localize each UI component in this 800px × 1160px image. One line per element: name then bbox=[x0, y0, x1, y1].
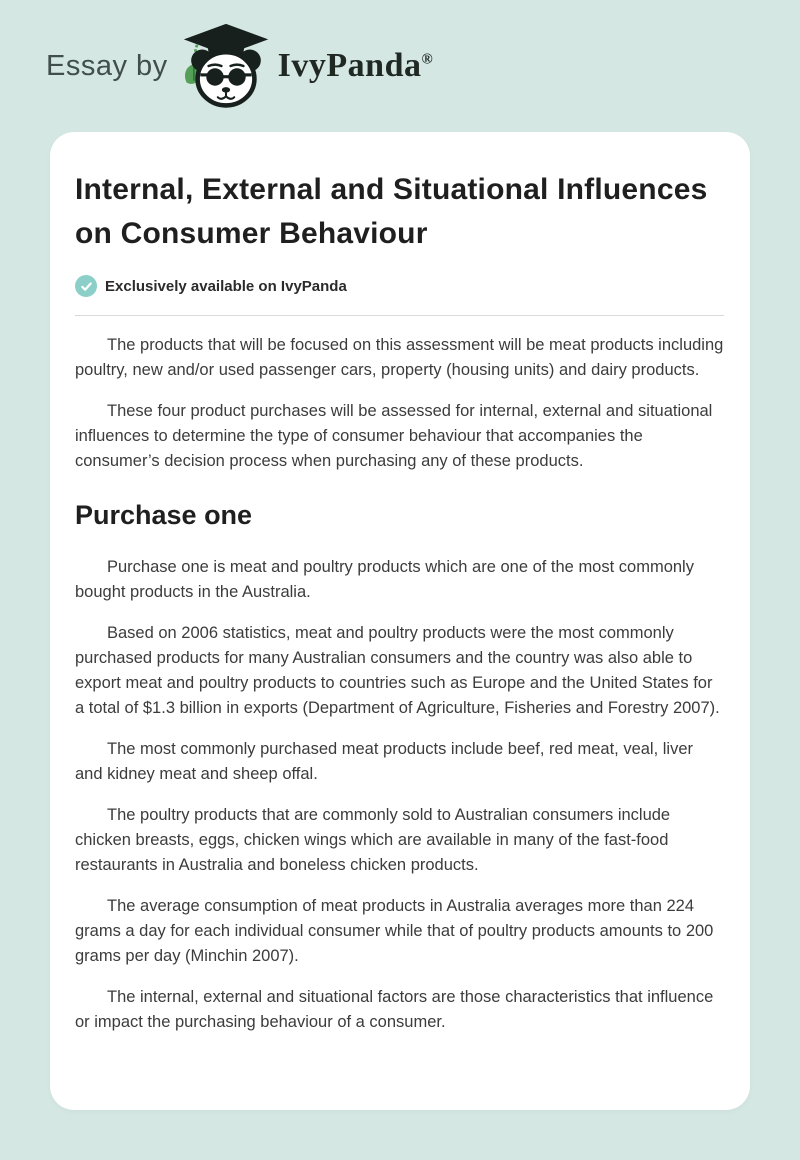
paragraph: Based on 2006 statistics, meat and poultry products were the most commonly purchased products for many Australian consumers and the country was also able to export meat and poultry products to countries such as Europe and the United States for a total of $1.3 billion in exports (Department of Agriculture, Fisheries and Forestry 2007). bbox=[75, 624, 720, 717]
essay-title: Internal, External and Situational Influences on Consumer Behaviour bbox=[75, 173, 708, 250]
paragraph: The average consumption of meat products in Australia averages more than 224 grams a day for each individual consumer while that of poultry products amounts to 200 grams per day (Minchin 2007). bbox=[75, 897, 714, 965]
availability-row bbox=[75, 275, 724, 297]
paragraph: The poultry products that are commonly sold to Australian consumers include chicken breasts, eggs, chicken wings which are available in many of the fast-food restaurants in Australia and boneless chicken products. bbox=[75, 806, 671, 874]
ivypanda-wordmark: IvyPanda® bbox=[277, 47, 434, 84]
site-header bbox=[0, 0, 800, 132]
check-icon bbox=[75, 275, 97, 297]
registered-trademark: ® bbox=[421, 51, 434, 68]
availability-label: Exclusively available on IvyPanda bbox=[105, 277, 347, 295]
paragraph: The most commonly purchased meat products include beef, red meat, veal, liver and kidney meat and sheep offal. bbox=[75, 740, 694, 783]
panda-graduate-icon bbox=[180, 22, 272, 110]
paragraph: These four product purchases will be assessed for internal, external and situational influences to determine the type of consumer behaviour that accompanies the consumer’s decision process when purchasing any of these products. bbox=[75, 402, 713, 470]
essay-body bbox=[75, 333, 724, 1035]
essay-card bbox=[50, 132, 750, 1110]
essay-by-label: Essay by bbox=[46, 49, 168, 82]
paragraph: The internal, external and situational factors are those characteristics that influence or impact the purchasing behaviour of a consumer. bbox=[75, 988, 714, 1031]
paragraph: The products that will be focused on this assessment will be meat products including poultry, new and/or used passenger cars, property (housing units) and dairy products. bbox=[75, 336, 724, 379]
section-heading: Purchase one bbox=[75, 500, 253, 530]
paragraph: Purchase one is meat and poultry products which are one of the most commonly bought products in the Australia. bbox=[75, 558, 694, 601]
divider bbox=[75, 315, 724, 316]
